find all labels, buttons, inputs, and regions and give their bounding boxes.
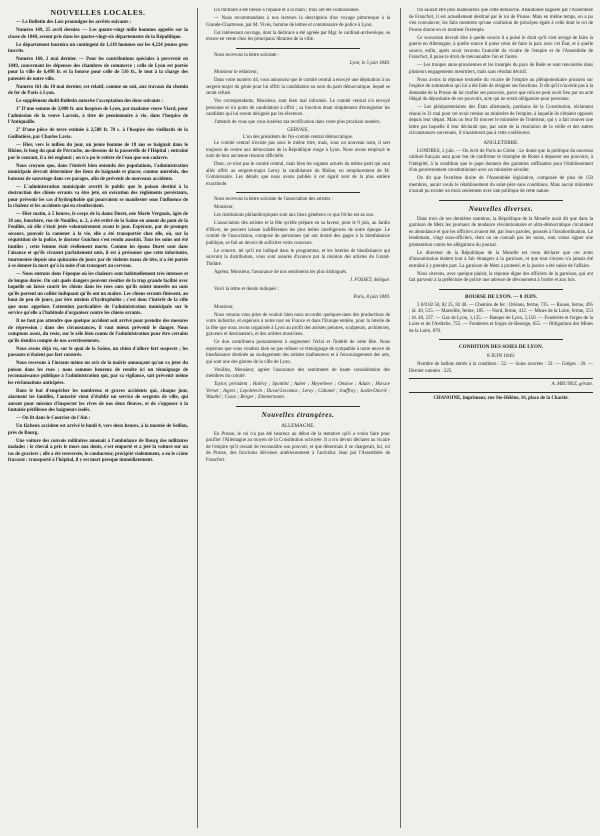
section-heading-local-news: NOUVELLES LOCALES. <box>50 8 146 17</box>
letter-intro: Nous recevons la lettre suivante de l'association des artistes : <box>214 197 333 202</box>
separator <box>439 200 563 201</box>
country-heading: ANGLETERRE. <box>483 139 519 146</box>
article-paragraph: — On lit dans le Courrier de l'Ain : <box>16 416 91 421</box>
separator <box>439 289 563 290</box>
column-2 <box>206 8 390 828</box>
separator <box>236 48 360 49</box>
article-paragraph: En Prusse, le roi n'a pas été heureux au début de la tentative qu'il a voulu faire pour pacifier l'Allemagne au moyen de la Constitution octroyée. Il a cru devoir déclarer au vicaire de l'empire qu'il cessait de reconnaître son pouvoir, et que désormais il se chargerait, lui, roi de Prusse, des fonctions dévolues antérieurement à l'archiduc Jean par l'Assemblée de Francfort. <box>206 431 390 463</box>
article-paragraph: Le département fournira un contingent de 1,118 hommes sur les 4,224 jeunes gens inscrits. <box>8 42 188 54</box>
letter-paragraph: Dans votre numéro 44, vous annoncez que le comité central a envoyé une députation à un sergent-major du génie pour lui offrir la candidature au nom du parti démocratique, lequel se serait refusé. <box>206 78 390 96</box>
article-paragraph: Une voiture des convois militaires amenait à l'ambulance de Bourg des militaires malades : le cheval a pris le mors aux dents, s'est emporté et a jeté la voiture sur un tas de graviers ; elle a été renversée, le conducteur, précipité violemment, a eu le crâne fracassé : transporté à l'hôpital, il y est mort presque immédiatement. <box>8 438 188 463</box>
article-paragraph: Nous croyons que, dans l'intérêt bien entendu des populations, l'administration municipale devrait déterminer des lieux de baignade et placer, comme autrefois, des bateaux de sauvetage dans ces parages, afin de prévenir de nouveaux accidents. <box>8 163 188 182</box>
article-paragraph: On saurait être plus malheureux que cette démarche. Abandonné naguère par l'Assemblée de Francfort, il est actuellement destitué par le roi de Prusse. Mais en même temps, on a pu s'en convaincre, les faits montrent qu'une confusion de principes égale à celle dont le roi de Prusse donne en ce moment l'exemple. <box>409 8 593 33</box>
letter-salutation: Monsieur, <box>214 205 234 210</box>
article-paragraph: — Le Bulletin des Lois promulgue les arrêtés suivants : <box>16 20 132 25</box>
article-paragraph: Dans trois de ses dernières numéros, la République de la Moselle avait dit que dans la garnison de Metz les journaux de tendance révolutionnaire et ultra-démocratique circulaient en abondance et que les officiers avaient été, par leurs paroles, poussés à l'insubordination. Le lendemain, vingt sous-officiers, dont on ne connaît pas les noms, sont venus signer une protestation contre les allégations du journal. <box>409 216 593 248</box>
letter-paragraph: Ce don contribuera puissamment à augmenter l'éclat et l'intérêt de cette fête. Nous espérons que vous voudrez bien ne pas refuser ce témoignage de sympathie à notre œuvre de bienfaisance destinée au soulagement des artistes malheureux et à l'encouragement des arts, qui sont une des gloires de la ville de Lyon. <box>206 340 390 365</box>
article-paragraph: Le directeur de la République de la Moselle est venu déclarer que ces actes d'insoumission étaient tout à fait étrangers à la garnison, et que tout citoyen n'a jamais été entraîné à y prendre part. La garnison de Metz a protesté, et la justice a été saisie de l'affaire. <box>409 250 593 269</box>
article-paragraph: Ce souverain devrait dire à quelle source il a puisé le droit qu'il s'est arrogé de faire la guerre en Allemagne, à quelle source il puise celui de faire la paix avec cet État, et à quelle source, enfin, après avoir reconnu l'autorité du vicaire de l'empire et de l'Assemblée de Francfort, il puise le droit de méconnaître l'un et l'autre. <box>409 35 593 60</box>
article-paragraph: — Hier, vers le milieu du jour, un jeune homme de 18 ans se baignait dans le Rhône, le long du quai de Perrache, au-dessous de la passerelle de l'Hôpital ; entraîné par le courant, il a été englouti ; on n'a pu le retirer de l'eau que son cadavre. <box>8 142 188 161</box>
article-paragraph: 2° D'une pièce de terre estimée à 2,588 fr. 70 c. à l'hospice des vieillards de la Guillotière, par Charles Lavie. <box>8 128 188 140</box>
article-paragraph: Donc, ce n'est pas le comité central, mais bien les organes actuels du même parti qui sont allés offrir au sergent-major Leroy la candidature du Rhône, en remplacement de M. Commissaire. Les détails que nous avons publiés à cet égard sont de la plus entière exactitude. <box>206 162 390 187</box>
condition-heading: CONDITION DES SOIES DE LYON. <box>458 344 544 350</box>
article-paragraph: Nous avons la réponse textuelle du vicaire de l'empire au plénipotentiaire prussien sur l'espèce de sommation qui lui a été faite de résigner ses fonctions. Il dit qu'il n'accède pas à la demande de la Prusse de lui confier ses pouvoirs, parce que cela ne peut avoir lieu par un acte illégal du dépositaire de ces pouvoirs, acte qui ne serait obligatoire pour personne. <box>409 77 593 102</box>
article-paragraph: — L'administration municipale avertit le public que le poison destiné à la destruction des chiens errants va être jeté, en exécution des règlements persistants, pour prévenir les cas d'hydrophobie qui pourraient se manifester sous l'influence de la chaleur et les accidents qui en résulteraient. <box>8 184 188 209</box>
separator <box>439 339 563 340</box>
separator <box>236 192 360 193</box>
article-paragraph: Dans le but d'empêcher les nombreux et graves accidents qui, chaque jour, alarment les familles, l'autorité vient d'établir un service de sergents de ville, qui auront pour mission d'inspecter les rives de nos deux fleuves, et de s'opposer à la fantaisie périlleuse des baigneurs isolés. <box>8 388 188 413</box>
article-paragraph: Numéro 160, 2 mai dernier. — Pour les contributions spéciales à percevoir en 1849, concernant les dépenses des chambres de commerce ; celle de Lyon est portée pour la ville de 6,498 fr. et la bourse pour celle de 516 fr., le tout à la charge des patentés de notre ville. <box>8 57 188 82</box>
article-paragraph: Un militaire a été blessé à l'épaule et à la main ; trois ont été contusionnés. <box>214 8 360 13</box>
column-1 <box>8 8 188 828</box>
letter-salutation: Monsieur le rédacteur, <box>214 70 258 75</box>
letter-signature: GERVAIS, <box>287 128 309 133</box>
bourse-heading: BOURSE DE LYON. — 8 JUIN. <box>464 293 537 300</box>
gerant-signature: A. MEUNEZ, gérant. <box>551 382 593 387</box>
article-paragraph: — Les plénipotentiaires des États allemands, partisans de la Constitution, réclament réunis le 31 mai pour cet avoir remise au ministère de l'empire, à laquelle ils s'étaient opposés depuis leur départ. Mais on leur fit trouver le ministère de l'intérieur, qui y a fait trouver une lettre par laquelle il leur déclarait que, par suite de la résolution de la veille et des autres circonstances survenues, il n'assisterait pas à cette conférence. <box>409 105 593 136</box>
column-3 <box>409 8 593 828</box>
column-rule <box>197 8 198 828</box>
printer-line: CHANOINE, imprimeur, rue Ste-Hélène, 16, place de la Charité. <box>433 395 569 401</box>
article-paragraph: Numéro 149, 25 avril dernier. — Les quatre-vingt mille hommes appelés sur la classe de 1848, seront pris dans les quatre-vingt-six départements de la République. <box>8 28 188 40</box>
article-paragraph: Le supplément dudit Bulletin autorise l'acceptation des dons suivants : <box>16 99 164 104</box>
letter-signature: J. FOSSET, délégué. <box>349 277 390 283</box>
article-paragraph: Il ne faut pas attendre que quelque accident soit arrivé pour prendre des mesures de répression ; dans des circonstances, il vaut mieux prévenir le danger. Nous comptons assez, du reste, sur le zèle bien connu de l'administration pour être certains qu'ils tiendra compte de nos avertissements. <box>8 319 188 344</box>
article-paragraph: Nous citerons, avec quelque plaisir, la réponse digne des officiers de la garnison, qui ont fait parvenir à la préfecture de police une adresse de dévouement à l'ordre et aux lois. <box>409 271 593 283</box>
separator <box>409 392 593 393</box>
article-paragraph: 1° D'une somme de 3,000 fr. aux hospices de Lyon, par madame veuve Viard, pour l'admission de la veuve Lacroix, à titre de pensionnaire à vie, dans l'hospice de l'Antiquaille. <box>8 107 188 125</box>
article-paragraph: Cet intéressant ouvrage, dont la dédicace a été agréée par Mgr. le cardinal-archevêque, se trouve en vente chez les principaux libraires de la ville. <box>206 30 390 42</box>
letter-salutation: Monsieur, <box>214 304 234 310</box>
article-paragraph: Nous recevons à l'instant même un avis de la mairie annonçant qu'on va jeter du poison dans les rues ; nous sommes heureux de rendre ici un témoignage de reconnaissance publique à l'administration qui, par sa vigilance, sait prévenir même les réclamations anticipées. <box>8 361 188 386</box>
letter-dateline: Paris, 8 juin 1849. <box>353 295 390 300</box>
article-paragraph: Nous avons déjà vu, sur le quai de la Saône, un chien d'allure fort suspecte ; les passants n'étaient pas fort rassurés. <box>8 346 188 358</box>
letter-paragraph: L'association des artistes et la fête qu'elle prépare en sa faveur, pour le 9 juin, au Jardin d'Hiver, ne peuvent laisser indifférentes les plus belles intelligences de notre époque. Le comité de l'association, composé de personnes qui ont donné des gages à la bienfaisance publique, se fait un devoir de solliciter votre concours. <box>206 221 390 246</box>
condition-text: Nombre de ballots entrés à la condition : 52. — Soies ouvrées : 32. — Grèges : 20. — Dernier numéro : 225. <box>409 362 593 374</box>
letter-paragraph: Vos correspondants, Monsieur, sont bien mal informés. Le comité central n'a envoyé personne et n'a point de candidature à offrir ; sa fonction étant simplement d'enregistrer les candidats qui lui seront désignés par les électeurs. <box>206 99 390 117</box>
separator <box>236 406 360 407</box>
column-rule <box>400 8 401 828</box>
article-paragraph: LONDRES, 2 juin. — On écrit de Paris au Globe : Le doute que la politique du nouveau cabinet français aura pour but de confirmer le triomphe de Rome à dépasser ses pouvoirs, à l'intégrité, à la condition que le pape donnera des garanties suffisantes pour l'établissement d'un gouvernement constitutionnel avec un ministère séculier. <box>409 148 593 173</box>
article-paragraph: Un fâcheux accident est arrivé le lundi 4, vers deux heures, à la montée de Seillon, près de Bourg. <box>8 424 188 436</box>
letter-paragraph: Le concert, tel qu'il est indiqué dans le programme, et les loteries de bienfaisance qui suivront la distribution, vous sont assurés d'avance par la réunion des artistes du Grand-Théâtre. <box>206 248 390 267</box>
article-paragraph: On dit que l'extrême droite de l'Assemblée législative, composée de plus de 150 membres, aurait voulu le rétablissement du saint-père sans conditions. Mais aucun ministère n'aurait pu exister un mois seulement avec une politique de cette nature. <box>409 176 593 194</box>
letter-members: Taylor, président ; Halévy ; Spontini ; Auber ; Meyerbeer ; Onslow ; Adam ; Horace Vernet ; Ingres ; Lepoittevin ; Duval-Lecamus ; Leroy ; Cabanel ; Jouffroy ; Justin-Ouvrié ; Wauthé ; Cosse ; Berger ; Zimmermann. <box>206 382 390 400</box>
letter-signature-title: L'un des présidents de l'ex-comité central démocratique. <box>243 134 353 140</box>
article-paragraph: — Nous entrons dans l'époque où les chaleurs sont habituellement très intenses et de longue durée. On sait quels dangers peuvent résulter de la trop grande facilité avec laquelle on laisse courir les chiens dans les rues sans qu'ils soient muselés ou sans qu'ils portent un collier indiquant qu'ils ont un maître. Les chiens errants finissent, au bout de peu de jours, par être atteints d'hydrophobie ; c'est donc l'intérêt de la ville que nous appelons l'attention particulière de l'administration municipale sur le service qu'elle a l'habitude d'organiser contre les chiens errants. <box>8 272 188 316</box>
article-paragraph: — Les troupes anno-prussiennes et les insurgés du pays de Bade se sont rencontrés dans plusieurs engagements meurtriers, mais sans résultat décisif. <box>409 63 593 75</box>
letter-dateline: Lyon, le 5 juin 1849. <box>349 60 390 66</box>
article-paragraph: Numéro 161 du 10 mai dernier, est relatif, comme on sait, aux travaux du chemin de fer de Paris à Lyon. <box>8 84 188 96</box>
letter-paragraph: Nous venons vous prier de vouloir bien nous accorder quelques-unes des productions de votre industrie, et espérons à notre tour en France et dans l'Europe entière, pour la loterie de la fête que nous avons organisée à Lyon au profit des artistes peintres, sculpteurs, architectes, graveurs et dessinateurs, et des artistes musiciens. <box>206 312 390 337</box>
letter-intro: Nous recevons la lettre suivante : <box>214 52 280 58</box>
letter-paragraph: Agréez, Monsieur, l'assurance de nos sentiments les plus distingués. <box>214 269 348 275</box>
article-paragraph: Le comité central n'existe pas sous le même titre, mais, sous un nouveau nom, il sert toujours de centre aux démocrates de la République rouge à Lyon. Nous avons employé le nom de leur ancienne réunion officielle. <box>206 141 390 159</box>
letter-paragraph: Les institutions philanthropiques sont aux lieux généreux ce que l'écho est au son. <box>214 213 375 218</box>
letter-paragraph: J'attends de vous que vous insériez ma rectification dans votre plus prochain numéro. <box>214 120 381 125</box>
country-heading: ALLEMAGNE. <box>281 422 315 429</box>
article-paragraph: — Nous recommandons à nos lecteurs la description d'un voyage pittoresque à la Grande-Chartreuse, par M. Vivès, homme de lettres et commissaire de police à Lyon. <box>206 16 390 28</box>
article-paragraph: — Hier matin, à 5 heures, le corps de la dame Duret, née Marie Vergnais, âgée de 38 ans, bouchère, rue de Nouilles, n. 2, a été retiré de la Saône en amont du pont de la Feuillée, où elle s'était jetée volontairement avant le jour. Espérant, par de prompts secours, pouvoir la ramener à la vie, elle a été transportée chez elle, où, sur la réquisition de la police, le docteur Guichon s'est rendu aussitôt. Tous les soins ont été inutiles ; cette femme était réellement morte. Comme les époux Duret sont dans l'aisance et qu'ils vivaient parfaitement unis, il est à présumer que cette infortunée, tourmentée depuis une quinzaine de jours par de violents maux de tête, n'a été portée à se donner la mort qu'à la suite d'un transport au cerveau. <box>8 212 188 269</box>
section-heading-various-news: Nouvelles diverses. <box>468 204 534 213</box>
letter-paragraph: Veuillez, Monsieur, agréer l'assurance des sentiments de haute considération des membres du comité. <box>206 367 390 379</box>
condition-date: 8 JUIN 1849. <box>486 353 516 359</box>
bourse-quotes: 5 0/0 82 50, 82 25, 82 40. — Chemins de fer : Orléans, ferme, 735. — Rouen, ferme, 495 ; id. 40, 515. — Marseille, ferme, 185. — Nord, ferme, 412. — Mines de la Loire, ferme, 253 ; id. 40, 237. — Gaz de Lyon, 1,125. — Banque de Lyon, 2,150. — Fonderies et forges de la Loire et de l'Ardèche, 755. — Fonderies et forges de Bessège, 655. — Obligations des Mines de la Loire, 870. <box>409 302 593 334</box>
separator <box>409 378 593 379</box>
section-heading-foreign-news: Nouvelles étrangères. <box>261 410 335 419</box>
letter-note: Voici la lettre et dessin indiqués : <box>214 287 279 292</box>
